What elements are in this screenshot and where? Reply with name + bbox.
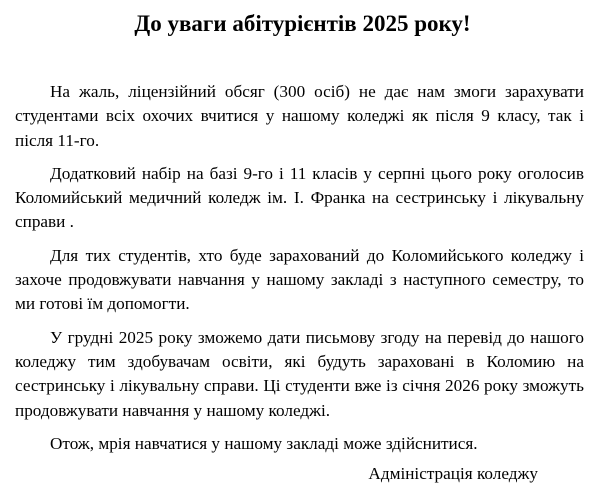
signature: Адміністрація коледжу (368, 464, 538, 483)
paragraph-additional-enrollment: Додатковий набір на базі 9-го і 11 класів у серпні цього року оголосив Коломийський медичний коледж ім. І. Франка на сестринську і лікувальну справи . (15, 163, 584, 232)
document-body (15, 80, 584, 465)
paragraph-transfer-consent: У грудні 2025 року зможемо дати письмову згоду на перевід до нашого коледжу тим здобувачам освіти, які будуть зараховані в Коломию на сестринську і лікувальну справи. Ці студенти вже із січня 2026 року зможуть продовжувати навчання у нашому коледжі. (15, 327, 584, 420)
paragraph-license-limit: На жаль, ліцензійний обсяг (300 осіб) не дає нам змоги зарахувати студентами всіх охочих вчитися у нашому коледжі як після 9 класу, так і після 11-го. (15, 82, 584, 150)
paragraph-help-offer: Для тих студентів, хто буде зарахований до Коломийського коледжу і захоче продовжувати навчання у нашому закладі з наступного семестру, то ми готові їм допомогти. (15, 245, 584, 314)
paragraph-closing: Отож, мрія навчатися у нашому закладі може здійснитися. (50, 433, 478, 453)
page-title: До уваги абітурієнтів 2025 року! (134, 11, 471, 36)
